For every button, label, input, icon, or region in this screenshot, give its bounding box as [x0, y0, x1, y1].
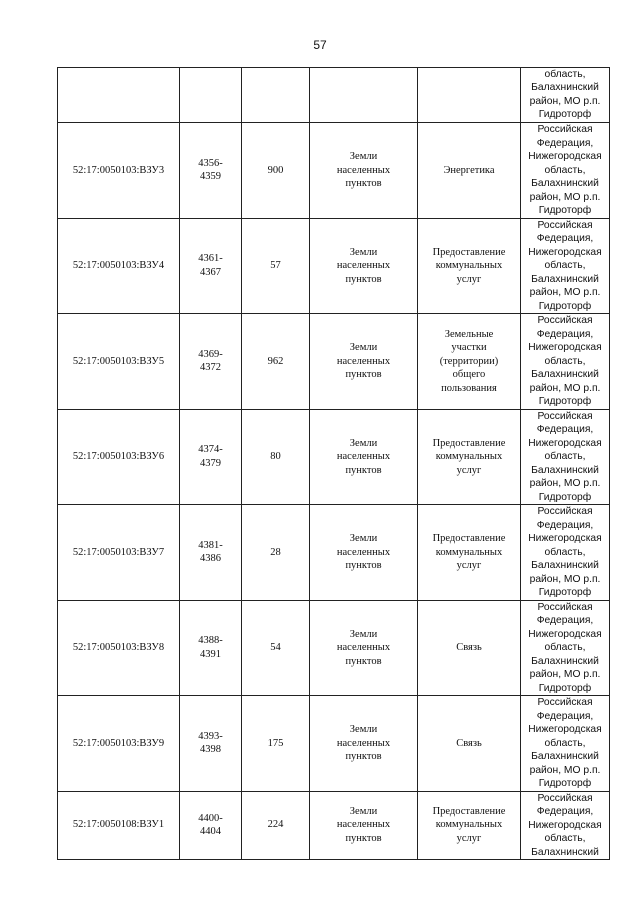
area-cell — [242, 68, 310, 123]
location-cell — [521, 505, 610, 601]
category-cell-text: Земли населенных пунктов — [336, 628, 391, 667]
area-cell-text: 28 — [270, 546, 281, 558]
points-cell — [180, 409, 242, 505]
points-cell-text: 4381- 4386 — [198, 539, 223, 565]
use-cell — [418, 600, 521, 696]
location-text: область, Балахнинский район, МО р.п. Гидроторф — [529, 68, 601, 120]
table-row — [58, 68, 610, 123]
points-cell-text: 4400- 4404 — [198, 812, 223, 837]
cadastral-cell — [58, 409, 180, 505]
use-cell-text: Земельные участки (территории) общего пользования — [439, 328, 499, 394]
category-cell-text: Земли населенных пунктов — [336, 437, 391, 476]
table-row — [58, 123, 610, 219]
use-cell — [418, 218, 521, 314]
cadastral-cell-text: 52:17:0050103:ВЗУ6 — [72, 451, 165, 462]
location-cell — [521, 123, 610, 219]
points-cell — [180, 696, 242, 792]
location-cell — [521, 696, 610, 792]
cadastral-cell — [58, 696, 180, 792]
points-cell — [180, 123, 242, 219]
points-cell-text: 4356- 4359 — [198, 157, 223, 183]
cadastral-cell — [58, 123, 180, 219]
category-cell — [310, 791, 418, 859]
category-cell-text: Земли населенных пунктов — [336, 151, 391, 189]
use-cell-text: Предоставление коммунальных услуг — [432, 533, 506, 571]
table-row — [58, 505, 610, 601]
area-cell — [242, 600, 310, 696]
category-cell — [310, 409, 418, 505]
category-cell — [310, 600, 418, 696]
cadastral-cell — [58, 600, 180, 696]
points-cell — [180, 314, 242, 410]
table-row — [58, 218, 610, 314]
cadastral-cell-text: 52:17:0050103:ВЗУ5 — [72, 355, 165, 367]
category-cell-text: Земли населенных пунктов — [336, 805, 391, 844]
points-cell — [180, 218, 242, 314]
page-number: 57 — [313, 38, 327, 52]
cadastral-cell-text: 52:17:0050103:ВЗУ7 — [72, 546, 165, 558]
category-cell-text: Земли населенных пунктов — [336, 533, 391, 571]
area-cell-text: 962 — [267, 355, 284, 367]
category-cell — [310, 314, 418, 410]
cadastral-cell — [58, 791, 180, 859]
use-cell — [418, 409, 521, 505]
location-cell — [521, 791, 610, 859]
area-cell — [242, 314, 310, 410]
table-row — [58, 314, 610, 410]
table-row — [58, 791, 610, 859]
table-row — [58, 600, 610, 696]
area-cell-text: 900 — [267, 164, 284, 176]
use-cell — [418, 696, 521, 792]
location-cell — [521, 600, 610, 696]
area-cell-text: 57 — [270, 260, 281, 271]
points-cell-text: 4374- 4379 — [198, 444, 223, 469]
location-cell-text: Российская Федерация, Нижегородская область, Балахнинский район, МО р.п. Гидроторф — [528, 697, 602, 789]
category-cell — [310, 123, 418, 219]
location-cell-text: Российская Федерация, Нижегородская область, Балахнинский район, МО р.п. Гидроторф — [528, 410, 602, 503]
use-cell — [418, 791, 521, 859]
category-cell-text: Земли населенных пунктов — [336, 724, 391, 762]
points-cell-text: 4361- 4367 — [198, 253, 223, 278]
table-row — [58, 696, 610, 792]
area-cell — [242, 123, 310, 219]
use-cell-text: Предоставление коммунальных услуг — [432, 437, 506, 476]
use-cell — [418, 68, 521, 123]
cadastral-cell-text: 52:17:0050108:ВЗУ1 — [72, 819, 165, 831]
location-cell-text: Российская Федерация, Нижегородская область, Балахнинский район, МО р.п. Гидроторф — [528, 506, 602, 598]
cadastral-cell — [58, 68, 180, 123]
table-row — [58, 409, 610, 505]
location-cell-text: Российская Федерация, Нижегородская область, Балахнинский район, МО р.п. Гидроторф — [528, 219, 602, 312]
points-cell-text: 4369- 4372 — [198, 348, 223, 374]
location-cell-text: Российская Федерация, Нижегородская область, Балахнинский район, МО р.п. Гидроторф — [528, 601, 602, 694]
cadastral-cell-text: 52:17:0050103:ВЗУ3 — [72, 164, 165, 176]
use-cell-text: Энергетика — [443, 164, 495, 176]
cadastral-cell-text: 52:17:0050103:ВЗУ8 — [72, 642, 165, 653]
use-cell-text: Предоставление коммунальных услуг — [432, 246, 506, 285]
use-cell-text: Предоставление коммунальных услуг — [432, 805, 506, 844]
category-cell — [310, 218, 418, 314]
area-cell — [242, 696, 310, 792]
points-cell — [180, 600, 242, 696]
points-cell — [180, 505, 242, 601]
location-text: Российская Федерация, Нижегородская область, Балахнинский — [528, 792, 602, 858]
area-cell — [242, 791, 310, 859]
points-cell-text: 4388- 4391 — [198, 635, 223, 660]
points-cell — [180, 791, 242, 859]
area-cell — [242, 505, 310, 601]
cadastral-cell — [58, 218, 180, 314]
location-cell — [521, 314, 610, 410]
category-cell-text: Земли населенных пунктов — [336, 342, 391, 380]
cadastral-cell — [58, 314, 180, 410]
location-cell — [521, 218, 610, 314]
use-cell — [418, 314, 521, 410]
category-cell-text: Земли населенных пунктов — [336, 246, 391, 285]
use-cell — [418, 505, 521, 601]
area-cell-text: 54 — [270, 642, 281, 653]
area-cell-text: 175 — [267, 737, 284, 749]
cadastral-cell-text: 52:17:0050103:ВЗУ9 — [72, 737, 165, 749]
cadastral-cell-text: 52:17:0050103:ВЗУ4 — [72, 260, 165, 271]
use-cell-text: Связь — [456, 737, 482, 749]
category-cell — [310, 68, 418, 123]
location-cell-text: Российская Федерация, Нижегородская область, Балахнинский район, МО р.п. Гидроторф — [528, 124, 602, 216]
use-cell — [418, 123, 521, 219]
points-cell — [180, 68, 242, 123]
land-plots-table — [57, 67, 610, 860]
points-cell-text: 4393- 4398 — [198, 730, 223, 756]
area-cell — [242, 218, 310, 314]
area-cell-text: 80 — [270, 451, 281, 462]
location-cell — [521, 68, 610, 123]
location-cell-text: Российская Федерация, Нижегородская область, Балахнинский район, МО р.п. Гидроторф — [528, 315, 602, 407]
category-cell — [310, 505, 418, 601]
category-cell — [310, 696, 418, 792]
area-cell — [242, 409, 310, 505]
location-cell — [521, 409, 610, 505]
use-cell-text: Связь — [456, 642, 482, 653]
cadastral-cell — [58, 505, 180, 601]
area-cell-text: 224 — [267, 819, 284, 831]
